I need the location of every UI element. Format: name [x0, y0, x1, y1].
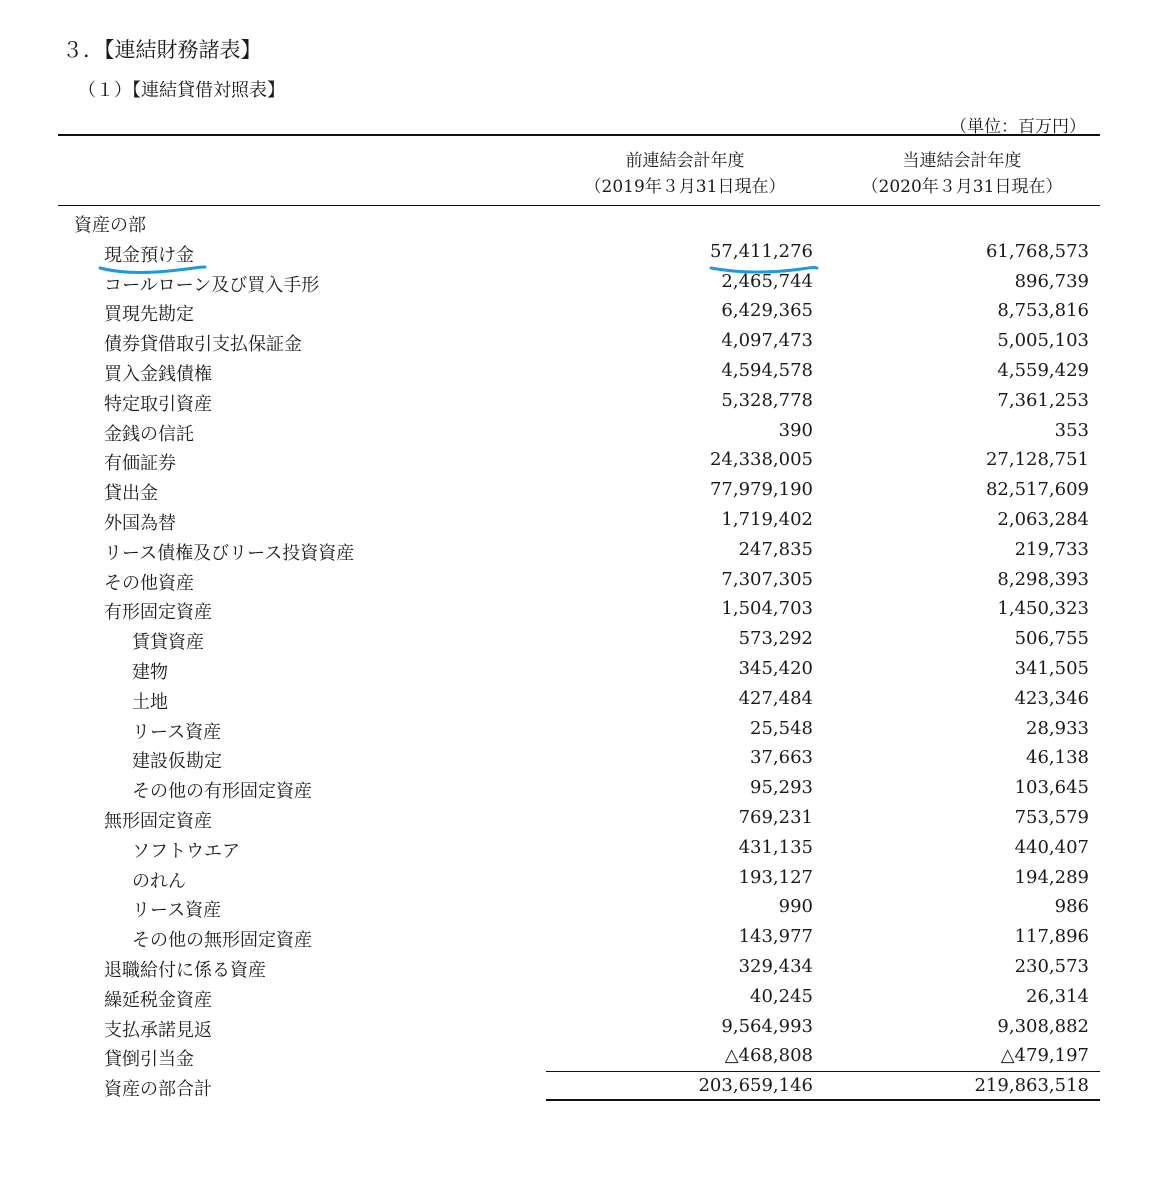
- value-prev-year: 7,307,305: [721, 568, 813, 590]
- table-row: [0, 565, 1154, 594]
- table-row: [0, 803, 1154, 832]
- value-curr-year: 82,517,609: [985, 479, 1089, 501]
- table-row: [0, 743, 1154, 772]
- column-header-prev-title: 前連結会計年度: [625, 151, 745, 171]
- value-prev-year: 37,663: [750, 747, 813, 769]
- row-label: 退職給付に係る資産: [104, 960, 266, 981]
- table-row: [0, 535, 1154, 564]
- value-prev-year: 203,659,146: [698, 1075, 813, 1097]
- value-curr-year: 753,579: [1014, 807, 1089, 828]
- value-curr-year: 2,063,284: [997, 509, 1089, 530]
- row-label: 支払承諾見返: [104, 1019, 212, 1041]
- value-curr-year: 341,505: [1014, 658, 1089, 679]
- row-label: リース資産: [132, 900, 222, 922]
- value-prev-year: 2,465,744: [721, 270, 813, 292]
- total-top-rule: [546, 1071, 1100, 1072]
- value-curr-year: 28,933: [1026, 717, 1089, 739]
- value-prev-year: △468,808: [724, 1045, 813, 1067]
- table-row: [0, 1071, 1154, 1100]
- total-bottom-rule: [546, 1099, 1100, 1101]
- table-row: [0, 386, 1154, 415]
- row-label: 買現先勘定: [104, 304, 194, 326]
- row-label: 金銭の信託: [104, 423, 194, 445]
- row-label: 建物: [132, 662, 168, 683]
- column-header-prev-date: （2019年３月31日現在）: [584, 177, 786, 197]
- table-row: [0, 863, 1154, 892]
- value-curr-year: 8,753,816: [997, 300, 1089, 322]
- table-row: [0, 773, 1154, 802]
- row-label: その他の無形固定資産: [132, 930, 312, 952]
- unit-label: （単位：百万円）: [950, 117, 1086, 137]
- value-curr-year: 5,005,103: [997, 330, 1089, 352]
- value-prev-year: 143,977: [738, 926, 813, 948]
- row-label: ソフトウエア: [132, 840, 240, 862]
- value-curr-year: 7,361,253: [997, 389, 1089, 411]
- row-label: 現金預け金: [104, 244, 194, 266]
- value-prev-year: 6,429,365: [721, 300, 813, 322]
- section-title: ３．【連結財務諸表】: [62, 38, 262, 62]
- value-prev-year: 431,135: [738, 836, 813, 858]
- column-header-curr-date: （2020年３月31日現在）: [861, 177, 1063, 197]
- value-curr-year: 61,768,573: [985, 240, 1089, 262]
- row-label: 繰延税金資産: [104, 989, 212, 1011]
- row-label: 有価証券: [104, 453, 176, 475]
- value-curr-year: 423,346: [1014, 687, 1089, 709]
- row-label: リース資産: [132, 721, 222, 743]
- subsection-title: （１）【連結貸借対照表】: [78, 80, 285, 101]
- table-row: [0, 624, 1154, 653]
- value-prev-year: 24,338,005: [709, 449, 813, 471]
- table-row: [0, 714, 1154, 743]
- value-curr-year: 230,573: [1014, 956, 1089, 977]
- row-label: 土地: [132, 691, 168, 713]
- row-label: 特定取引資産: [104, 393, 212, 415]
- value-curr-year: 8,298,393: [997, 568, 1089, 590]
- value-curr-year: 353: [1054, 419, 1089, 441]
- value-prev-year: 4,594,578: [721, 360, 813, 381]
- row-label: 資産の部合計: [104, 1079, 212, 1101]
- value-curr-year: 896,739: [1014, 270, 1089, 292]
- table-row: [0, 326, 1154, 355]
- value-prev-year: 4,097,473: [721, 330, 813, 352]
- value-prev-year: 57,411,276: [709, 240, 813, 262]
- value-curr-year: 440,407: [1014, 836, 1089, 858]
- value-curr-year: 27,128,751: [985, 449, 1089, 471]
- column-header-curr-title: 当連結会計年度: [902, 151, 1022, 171]
- value-curr-year: 117,896: [1014, 926, 1089, 948]
- highlight-underline-label: [98, 262, 208, 278]
- value-curr-year: 26,314: [1026, 985, 1089, 1007]
- row-label: のれん: [132, 870, 186, 892]
- value-prev-year: 25,548: [750, 717, 813, 739]
- table-row: [0, 207, 1154, 236]
- value-prev-year: 390: [778, 419, 813, 441]
- value-curr-year: 986: [1054, 896, 1089, 918]
- table-row: [0, 833, 1154, 862]
- table-row: [0, 952, 1154, 981]
- table-row: [0, 475, 1154, 504]
- table-row: [0, 654, 1154, 683]
- value-prev-year: 990: [778, 896, 813, 918]
- table-row: [0, 1041, 1154, 1070]
- value-prev-year: 427,484: [738, 687, 813, 709]
- row-label: コールローン及び買入手形: [104, 274, 320, 296]
- row-label: 資産の部: [74, 215, 146, 236]
- value-curr-year: △479,197: [1000, 1045, 1089, 1067]
- table-row: [0, 1012, 1154, 1041]
- row-label: 賃貸資産: [132, 632, 204, 654]
- value-curr-year: 219,733: [1014, 538, 1089, 560]
- value-prev-year: 247,835: [738, 538, 813, 560]
- row-label: リース債権及びリース投資資産: [104, 542, 355, 564]
- row-label: 債券貸借取引支払保証金: [104, 334, 302, 356]
- table-top-rule: [58, 134, 1100, 136]
- table-row: [0, 594, 1154, 623]
- value-curr-year: 1,450,323: [997, 598, 1089, 620]
- table-row: [0, 445, 1154, 474]
- value-prev-year: 9,564,993: [721, 1015, 813, 1037]
- value-prev-year: 95,293: [750, 777, 813, 799]
- column-header-curr-year: [842, 148, 1082, 200]
- table-row: [0, 892, 1154, 921]
- value-curr-year: 219,863,518: [974, 1075, 1089, 1097]
- value-prev-year: 77,979,190: [709, 479, 813, 501]
- value-prev-year: 5,328,778: [721, 389, 813, 411]
- value-prev-year: 573,292: [738, 628, 813, 650]
- value-curr-year: 9,308,882: [997, 1015, 1089, 1037]
- value-prev-year: 1,719,402: [721, 509, 813, 530]
- row-label: 買入金銭債権: [104, 364, 212, 385]
- table-row: [0, 922, 1154, 951]
- value-curr-year: 194,289: [1014, 866, 1089, 888]
- highlight-underline-value: [708, 262, 820, 278]
- row-label: 有形固定資産: [104, 602, 212, 624]
- value-prev-year: 345,420: [738, 658, 813, 679]
- table-row: [0, 982, 1154, 1011]
- table-row: [0, 356, 1154, 385]
- row-label: 貸倒引当金: [104, 1049, 194, 1071]
- column-header-prev-year: [565, 148, 805, 200]
- table-header-rule: [58, 205, 1100, 206]
- table-row: [0, 416, 1154, 445]
- table-row: [0, 505, 1154, 534]
- row-label: その他の有形固定資産: [132, 781, 312, 803]
- row-label: 外国為替: [104, 513, 176, 534]
- value-curr-year: 506,755: [1014, 628, 1089, 650]
- value-curr-year: 103,645: [1014, 777, 1089, 799]
- value-curr-year: 46,138: [1026, 747, 1089, 769]
- value-prev-year: 40,245: [750, 985, 813, 1007]
- table-row: [0, 296, 1154, 325]
- table-row: [0, 684, 1154, 713]
- value-curr-year: 4,559,429: [997, 360, 1089, 381]
- row-label: その他資産: [104, 572, 194, 594]
- row-label: 貸出金: [104, 483, 158, 505]
- value-prev-year: 1,504,703: [721, 598, 813, 620]
- value-prev-year: 193,127: [738, 866, 813, 888]
- row-label: 建設仮勘定: [132, 751, 222, 773]
- value-prev-year: 769,231: [738, 807, 813, 828]
- value-prev-year: 329,434: [738, 956, 813, 977]
- row-label: 無形固定資産: [104, 811, 212, 832]
